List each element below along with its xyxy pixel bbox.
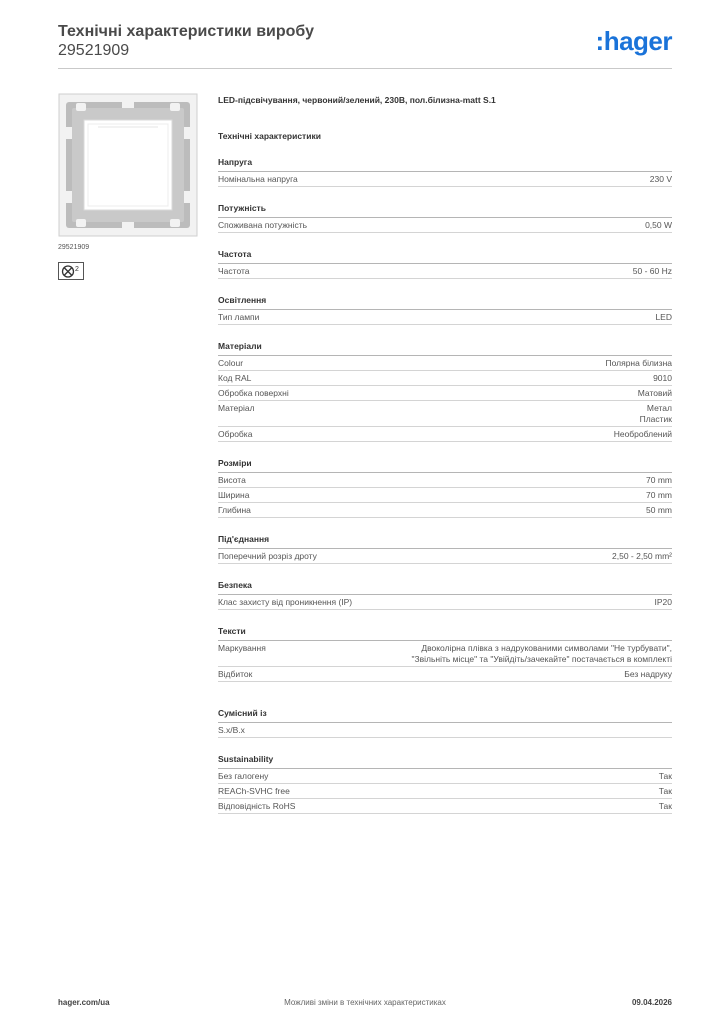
spec-row <box>218 356 672 371</box>
section-title: Технічні характеристики <box>218 131 321 141</box>
spec-row <box>218 264 672 279</box>
spec-row <box>218 549 672 564</box>
spec-row <box>218 784 672 799</box>
spec-label: Маркування <box>218 642 266 653</box>
spec-value <box>605 358 672 369</box>
lamp-x2-icon <box>58 262 84 280</box>
spec-value-line: 50 - 60 Hz <box>632 265 672 276</box>
spec-row <box>218 427 672 442</box>
spec-group-title: Потужність <box>218 203 672 218</box>
spec-value-line: LED <box>655 311 672 322</box>
spec-group <box>218 534 672 564</box>
spec-value-line: 70 mm <box>646 489 672 500</box>
spec-group <box>218 458 672 518</box>
spec-row <box>218 386 672 401</box>
footer-note: Можливі зміни в технічних характеристиках <box>284 998 446 1007</box>
spec-label: Відповідність RoHS <box>218 800 296 811</box>
spec-row <box>218 503 672 518</box>
spec-value <box>646 490 672 501</box>
spec-value-line: 50 mm <box>646 504 672 515</box>
svg-text:2: 2 <box>75 266 79 273</box>
spec-content <box>218 94 672 814</box>
spec-label: Висота <box>218 474 246 485</box>
spec-value-line: 2,50 - 2,50 mm² <box>612 550 672 561</box>
spec-label: Ширина <box>218 489 250 500</box>
spec-value-line: 0,50 W <box>645 219 672 230</box>
spec-value <box>624 669 672 680</box>
hager-logo: :hager <box>595 26 672 56</box>
spec-row <box>218 371 672 386</box>
spec-value <box>650 174 672 185</box>
spec-value-line: Двоколірна плівка з надрукованими символами "Не турбувати", <box>421 642 672 653</box>
spec-value-line: Матовий <box>637 387 672 398</box>
spec-group-title: Безпека <box>218 580 672 595</box>
spec-row <box>218 488 672 503</box>
spec-group <box>218 295 672 325</box>
spec-value <box>633 266 672 277</box>
spec-value <box>646 475 672 486</box>
spec-label: Поперечний розріз дроту <box>218 550 317 561</box>
spec-label: Код RAL <box>218 372 252 383</box>
spec-row <box>218 769 672 784</box>
spec-value <box>640 403 672 425</box>
spec-row <box>218 473 672 488</box>
spec-group-title: Розміри <box>218 458 672 473</box>
spec-groups <box>218 157 672 814</box>
spec-value <box>646 505 672 516</box>
footer-date: 09.04.2026 <box>631 998 672 1007</box>
spec-value-line: 230 V <box>649 173 672 184</box>
spec-value-line: 70 mm <box>646 474 672 485</box>
spec-value <box>655 312 672 323</box>
spec-group-title: Sustainability <box>218 754 672 769</box>
spec-row <box>218 799 672 814</box>
spec-label: Матеріал <box>218 402 255 413</box>
spec-value <box>614 429 672 440</box>
spec-value <box>659 786 672 797</box>
spec-value-line: Так <box>658 785 672 796</box>
spec-value-line: IP20 <box>654 596 672 607</box>
spec-label: Без галогену <box>218 770 269 781</box>
spec-group-title: Частота <box>218 249 672 264</box>
spec-label: S.x/B.x <box>218 724 245 735</box>
spec-value <box>655 597 673 608</box>
header-divider <box>58 68 672 69</box>
spec-group <box>218 341 672 442</box>
spec-group <box>218 626 672 682</box>
spec-group <box>218 157 672 187</box>
spec-group <box>218 754 672 814</box>
spec-value-line: Метал <box>646 402 672 413</box>
product-description: LED-підсвічування, червоний/зелений, 230В, пол.білизна-matt S.1 <box>218 95 496 105</box>
spec-value-line: 9010 <box>653 372 672 383</box>
spec-group <box>218 580 672 610</box>
spec-value-line: Без надруку <box>624 668 672 679</box>
spec-group-title: Тексти <box>218 626 672 641</box>
spec-row <box>218 723 672 738</box>
spec-label: Споживана потужність <box>218 219 308 230</box>
spec-value-line: Необроблений <box>613 428 672 439</box>
spec-group-title: Напруга <box>218 157 672 172</box>
spec-label: Colour <box>218 357 244 368</box>
spec-label: REACh-SVHC free <box>218 785 290 796</box>
spec-label: Номінальна напруга <box>218 173 298 184</box>
spec-row <box>218 172 672 187</box>
spec-group <box>218 203 672 233</box>
footer-website: hager.com/ua <box>58 998 110 1007</box>
spec-value <box>659 771 672 782</box>
spec-group-title: Освітлення <box>218 295 672 310</box>
spec-row <box>218 218 672 233</box>
spec-label: Обробка <box>218 428 253 439</box>
spec-value-line: Так <box>658 800 672 811</box>
product-code: 29521909 <box>58 42 130 59</box>
spec-row <box>218 595 672 610</box>
product-image <box>58 93 198 237</box>
spec-label: Обробка поверхні <box>218 387 289 398</box>
spec-group-title: Під'єднання <box>218 534 672 549</box>
spec-label: Відбиток <box>218 668 253 679</box>
spec-value <box>653 373 672 384</box>
spec-value <box>612 551 672 562</box>
spec-value <box>645 220 672 231</box>
spec-row <box>218 667 672 682</box>
spec-group <box>218 249 672 279</box>
spec-value-line: Пластик <box>639 413 672 424</box>
spec-row <box>218 401 672 427</box>
spec-label: Глибина <box>218 504 251 515</box>
page-title: Технічні характеристики виробу <box>58 23 314 40</box>
spec-label: Частота <box>218 265 250 276</box>
spec-value <box>411 643 672 665</box>
spec-value <box>659 801 672 812</box>
spec-group <box>218 708 672 738</box>
spec-row <box>218 310 672 325</box>
spec-group-title: Матеріали <box>218 341 672 356</box>
spec-value-line: Полярна білизна <box>605 357 672 368</box>
spec-value <box>638 388 672 399</box>
spec-label: Тип лампи <box>218 311 260 322</box>
spec-group-title: Сумісний із <box>218 708 672 723</box>
spec-label: Клас захисту від проникнення (IP) <box>218 596 353 607</box>
spec-row <box>218 641 672 667</box>
page-header <box>58 22 672 60</box>
image-caption: 29521909 <box>58 244 90 251</box>
spec-value-line: Так <box>658 770 672 781</box>
spec-value-line: "Звільніть місце" та "Увійдіть/зачекайте" постачається в комплекті <box>411 653 672 664</box>
